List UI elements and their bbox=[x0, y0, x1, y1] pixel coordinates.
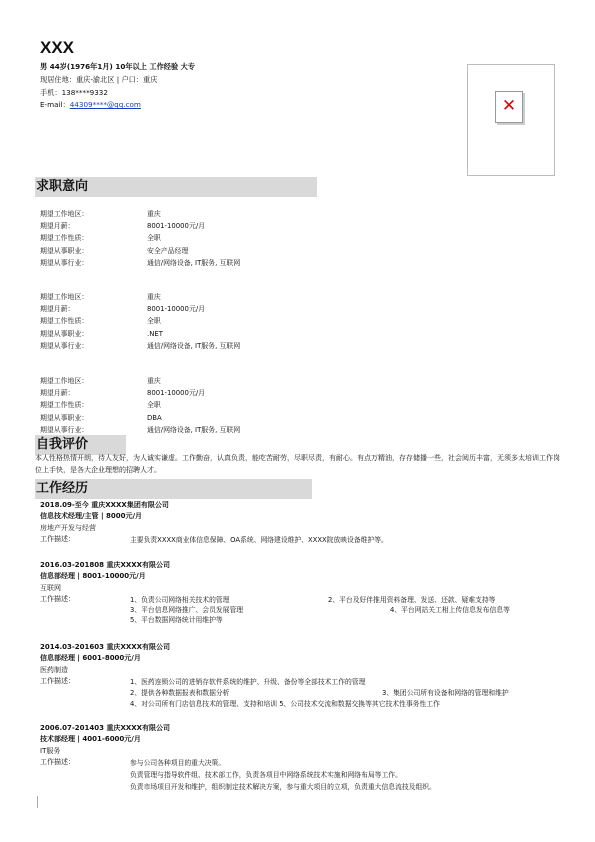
job-desc-line: 负责市场项目开发和维护，组织制定技术解决方案，参与重大项目的立项，负责重大信息流技及组织。 bbox=[130, 783, 436, 791]
job-desc-line: 参与公司各种项目的重大决策。 bbox=[130, 759, 226, 767]
job-desc-line: 4、对公司所有门店信息技术的管理、支持和培训 5、公司技术交流和数据交换等其它技术性事务性工作 bbox=[130, 700, 440, 708]
job-desc-line: 3、平台信息网络推广、会员发展管理 bbox=[130, 606, 244, 614]
job-desc-line: 5、平台数据网络统计用维护等 bbox=[130, 616, 223, 624]
intent-value: 8001-10000元/月 bbox=[147, 305, 206, 314]
email-label: E-mail： bbox=[40, 100, 70, 109]
intent-label: 期望从事行业： bbox=[40, 425, 89, 434]
job-desc-line: 4、平台网站关工相上传信息发布信息等 bbox=[390, 606, 510, 614]
intent-value: 全职 bbox=[147, 234, 161, 243]
candidate-name: XXX bbox=[40, 38, 75, 57]
intent-label: 期望工作地区： bbox=[40, 293, 89, 301]
intent-label: 期望月薪： bbox=[40, 222, 75, 231]
intent-label: 期望从事职业： bbox=[40, 246, 89, 255]
intent-label: 期望月薪： bbox=[40, 389, 75, 398]
job-title: 信息部经理 | 6001-8000元/月 bbox=[40, 654, 141, 662]
job-industry: 房地产开发与经营 bbox=[40, 524, 96, 532]
job-industry: IT服务 bbox=[40, 747, 61, 755]
intent-label: 期望月薪： bbox=[40, 305, 75, 314]
job-desc-line: 2、提供各种数据报表和数据分析 bbox=[130, 689, 230, 697]
job-title: 信息技术经理/主管 | 8000元/月 bbox=[40, 512, 143, 520]
intent-label: 期望从事行业： bbox=[40, 341, 89, 350]
intent-value: .NET bbox=[147, 329, 163, 338]
intent-label: 期望工作地区： bbox=[40, 377, 89, 385]
intent-label: 期望工作性质： bbox=[40, 234, 89, 243]
intent-value: 安全产品经理 bbox=[147, 246, 189, 255]
email-link[interactable]: 44309****@qq.com bbox=[69, 100, 141, 109]
job-company-line: 2014.03-201603 重庆XXXX有限公司 bbox=[40, 643, 171, 651]
intent-value: 重庆 bbox=[147, 377, 161, 385]
intent-label: 期望从事职业： bbox=[40, 329, 89, 338]
intent-value: 8001-10000元/月 bbox=[147, 389, 206, 398]
job-desc-label: 工作描述： bbox=[40, 535, 75, 543]
section-heading-self-evaluation: 自我评价 bbox=[35, 435, 126, 455]
job-company-line: 2006.07-201403 重庆XXXX有限公司 bbox=[40, 724, 171, 732]
intent-value: 重庆 bbox=[147, 210, 161, 218]
job-desc-line: 主要负责XXXX商业体信息保障、OA系统、网络建设维护、XXXX院放映设备维护等。 bbox=[130, 536, 388, 544]
job-title: 技术部经理 | 4001-6000元/月 bbox=[40, 735, 141, 743]
intent-value: 全职 bbox=[147, 317, 161, 326]
intent-value: 通信/网络设备, IT服务, 互联网 bbox=[147, 425, 241, 434]
section-heading-intent: 求职意向 bbox=[35, 177, 317, 197]
job-title: 信息部经理 | 8001-10000元/月 bbox=[40, 572, 146, 580]
job-desc-line: 1、负责公司网络相关技术的管理 bbox=[130, 596, 230, 604]
job-desc-line: 1、医药连锁公司的进销存软件系统的维护、升级、备份等全部技术工作的管理 bbox=[130, 678, 366, 686]
intent-label: 期望工作地区： bbox=[40, 210, 89, 218]
job-desc-label: 工作描述： bbox=[40, 677, 75, 685]
intent-label: 期望工作性质： bbox=[40, 317, 89, 326]
text-cursor bbox=[37, 796, 38, 808]
section-heading-work: 工作经历 bbox=[35, 479, 312, 499]
intent-label: 期望工作性质： bbox=[40, 401, 89, 410]
intent-value: 8001-10000元/月 bbox=[147, 222, 206, 231]
job-desc-label: 工作描述： bbox=[40, 758, 75, 766]
residence-info: 现居住地：重庆-渝北区 | 户口：重庆 bbox=[40, 75, 158, 84]
intent-value: 重庆 bbox=[147, 293, 161, 301]
job-company-line: 2018.09-至今 重庆XXXX集团有限公司 bbox=[40, 501, 169, 509]
email-info bbox=[40, 100, 141, 110]
broken-image-icon: ✕ bbox=[495, 91, 523, 123]
intent-value: 通信/网络设备, IT服务, 互联网 bbox=[147, 341, 241, 350]
self-evaluation-text: 本人性格热情开朗，待人友好，为人诚实谦虚。工作勤奋，认真负责，能吃苦耐劳，尽职尽责，有耐心。有点万精油，存存储播一些，社会阅历丰富，无须多太培训工作岗位上手快，是各大企业理想的招聘人才。 bbox=[35, 454, 560, 474]
intent-label: 期望从事职业： bbox=[40, 413, 89, 422]
job-company-line: 2016.03-201808 重庆XXXX有限公司 bbox=[40, 561, 171, 569]
job-industry: 医药制造 bbox=[40, 666, 68, 674]
phone-info: 手机：138****9332 bbox=[40, 88, 108, 97]
intent-value: 通信/网络设备, IT服务, 互联网 bbox=[147, 258, 241, 267]
job-desc-line: 3、集团公司所有设备和网络的管理和维护 bbox=[382, 689, 509, 697]
job-desc-line: 2、平台及好伴推用资料备理、发送、还款、疑难支持等 bbox=[328, 596, 496, 604]
intent-value: 全职 bbox=[147, 401, 161, 410]
basic-info-line: 男 44岁(1976年1月) 10年以上 工作经验 大专 bbox=[40, 62, 196, 71]
job-desc-line: 负责管理与指导软件组、技术部工作，负责各项目中网络系统技术实施和网络布局等工作。 bbox=[130, 771, 402, 779]
job-industry: 互联网 bbox=[40, 584, 61, 592]
photo-placeholder bbox=[467, 64, 555, 176]
job-desc-label: 工作描述： bbox=[40, 595, 75, 603]
intent-value: DBA bbox=[147, 413, 162, 422]
intent-label: 期望从事行业： bbox=[40, 258, 89, 267]
